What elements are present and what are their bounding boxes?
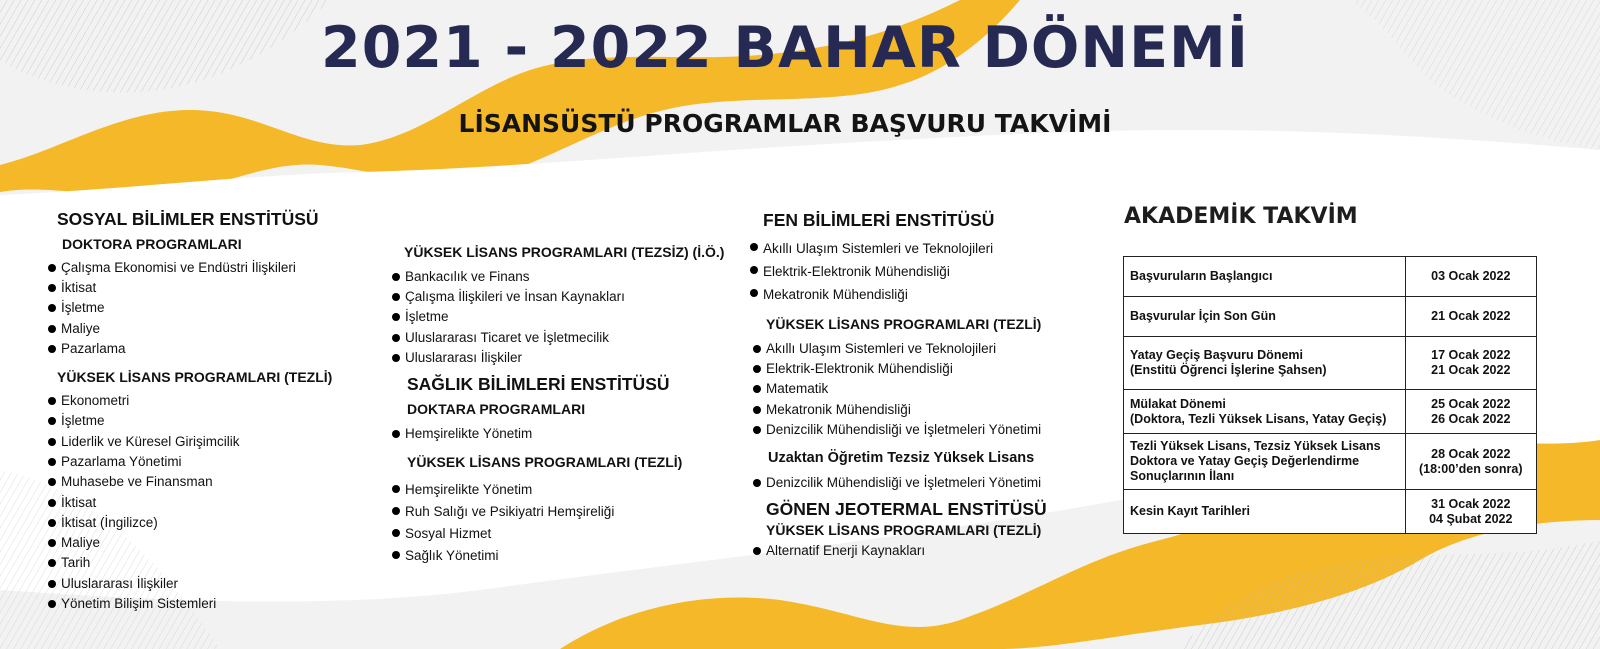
- institute-heading-gonen: GÖNEN JEOTERMAL ENSTİTÜSÜ: [766, 498, 1047, 519]
- table-cell-label: Kesin Kayıt Tarihleri: [1124, 490, 1406, 534]
- list-item: Alternatif Enerji Kaynakları: [753, 541, 1047, 561]
- program-list-gonen: [753, 541, 1047, 561]
- institute-heading-sosyal: SOSYAL BİLİMLER ENSTİTÜSÜ: [57, 209, 319, 229]
- table-cell-date: 25 Ocak 2022 26 Ocak 2022: [1405, 390, 1536, 434]
- list-item: Ruh Salığı ve Psikiyatri Hemşireliği: [392, 501, 724, 523]
- program-heading-gonen-yl: YÜKSEK LİSANS PROGRAMLARI (TEZLİ): [766, 521, 1042, 538]
- table-cell-date: 28 Ocak 2022 (18:00’den sonra): [1405, 434, 1536, 490]
- table-row: [1124, 390, 1537, 434]
- list-item: Akıllı Ulaşım Sistemleri ve Teknolojileri: [750, 237, 1047, 260]
- table-cell-date: 31 Ocak 2022 04 Şubat 2022: [1405, 490, 1536, 534]
- program-list-uzaktan: [753, 473, 1047, 493]
- program-heading-yl-tezsiz: YÜKSEK LİSANS PROGRAMLARI (TEZSİZ) (İ.Ö.): [404, 244, 725, 260]
- list-item: İktisat: [48, 278, 332, 298]
- list-item: Maliye: [48, 533, 332, 553]
- list-item: Muhasebe ve Finansman: [48, 472, 332, 492]
- table-cell-label: Başvuruların Başlangıcı: [1124, 257, 1406, 297]
- list-item: Sosyal Hizmet: [392, 523, 724, 545]
- page-subtitle: LİSANSÜSTÜ PROGRAMLAR BAŞVURU TAKVİMİ: [458, 109, 1112, 138]
- list-item: Denizcilik Mühendisliği ve İşletmeleri Yönetimi: [753, 473, 1047, 493]
- list-item: Sağlık Yönetimi: [392, 545, 724, 567]
- list-item: Çalışma Ekonomisi ve Endüstri İlişkileri: [48, 258, 332, 278]
- institute-heading-saglik: SAĞLIK BİLİMLERİ ENSTİTÜSÜ: [407, 374, 670, 395]
- program-heading-saglik-doktora: DOKTARA PROGRAMLARI: [407, 401, 586, 418]
- list-item: İşletme: [48, 411, 332, 431]
- list-item: İktisat: [48, 493, 332, 513]
- list-item: Elektrik-Elektronik Mühendisliği: [750, 260, 1047, 283]
- table-row: [1124, 434, 1537, 490]
- program-heading-fen-yl: YÜKSEK LİSANS PROGRAMLARI (TEZLİ): [766, 316, 1042, 332]
- program-list-doktora: [48, 258, 332, 359]
- table-cell-label: Başvurular İçin Son Gün: [1124, 297, 1406, 337]
- list-item: Liderlik ve Küresel Girişimcilik: [48, 432, 332, 452]
- list-item: Ekonometri: [48, 391, 332, 411]
- table-cell-date: 21 Ocak 2022: [1405, 297, 1536, 337]
- list-item: Bankacılık ve Finans: [392, 267, 724, 287]
- program-heading-doktora: DOKTORA PROGRAMLARI: [62, 236, 242, 252]
- list-item: Mekatronik Mühendisliği: [750, 283, 1047, 306]
- column-fen-gonen: [750, 210, 1047, 571]
- column-sosyal: [57, 209, 332, 624]
- table-cell-label: Mülakat Dönemi (Doktora, Tezli Yüksek Lisans, Yatay Geçiş): [1124, 390, 1406, 434]
- program-list-yl-tezli: [48, 391, 332, 614]
- table-row: [1124, 490, 1537, 534]
- program-heading-saglik-yl: YÜKSEK LİSANS PROGRAMLARI (TEZLİ): [407, 454, 683, 471]
- table-cell-date: 17 Ocak 2022 21 Ocak 2022: [1405, 337, 1536, 390]
- list-item: Pazarlama Yönetimi: [48, 452, 332, 472]
- akademik-takvim-table: [1123, 256, 1537, 534]
- list-item: Uluslararası İlişkiler: [392, 348, 724, 368]
- program-list-saglik-yl: [392, 479, 724, 567]
- list-item: İşletme: [392, 307, 724, 327]
- table-row: [1124, 297, 1537, 337]
- column-tezsiz-saglik: [392, 244, 724, 577]
- table-cell-date: 03 Ocak 2022: [1405, 257, 1536, 297]
- list-item: Akıllı Ulaşım Sistemleri ve Teknolojileri: [753, 339, 1047, 359]
- program-list-saglik-doktora: [392, 424, 724, 444]
- table-row: [1124, 257, 1537, 297]
- list-item: Uluslararası Ticaret ve İşletmecilik: [392, 328, 724, 348]
- list-item: Hemşirelikte Yönetim: [392, 424, 724, 444]
- list-item: Mekatronik Mühendisliği: [753, 400, 1047, 420]
- list-item: Uluslararası İlişkiler: [48, 574, 332, 594]
- list-item: Çalışma İlişkileri ve İnsan Kaynakları: [392, 287, 724, 307]
- akademik-takvim-title: AKADEMİK TAKVİM: [1124, 204, 1358, 229]
- list-item: Tarih: [48, 553, 332, 573]
- institute-heading-fen: FEN BİLİMLERİ ENSTİTÜSÜ: [763, 210, 995, 230]
- list-item: Matematik: [753, 379, 1047, 399]
- table-cell-label: Yatay Geçiş Başvuru Dönemi (Enstitü Öğrenci İşlerine Şahsen): [1124, 337, 1406, 390]
- program-list-fen-yl: [753, 339, 1047, 440]
- list-item: Yönetim Bilişim Sistemleri: [48, 594, 332, 614]
- table-cell-label: Tezli Yüksek Lisans, Tezsiz Yüksek Lisans Doktora ve Yatay Geçiş Değerlendirme Sonuçlarının İlanı: [1124, 434, 1406, 490]
- list-item: İktisat (İngilizce): [48, 513, 332, 533]
- program-heading-yl-tezli: YÜKSEK LİSANS PROGRAMLARI (TEZLİ): [57, 369, 333, 386]
- list-item: Elektrik-Elektronik Mühendisliği: [753, 359, 1047, 379]
- program-heading-uzaktan: Uzaktan Öğretim Tezsiz Yüksek Lisans: [768, 450, 1035, 467]
- list-item: Hemşirelikte Yönetim: [392, 479, 724, 501]
- list-item: Maliye: [48, 319, 332, 339]
- page-title: 2021 - 2022 BAHAR DÖNEMİ: [321, 15, 1249, 81]
- program-list-fen: [750, 237, 1047, 306]
- list-item: İşletme: [48, 298, 332, 318]
- program-list-yl-tezsiz: [392, 267, 724, 368]
- table-row: [1124, 337, 1537, 390]
- list-item: Denizcilik Mühendisliği ve İşletmeleri Yönetimi: [753, 420, 1047, 440]
- list-item: Pazarlama: [48, 339, 332, 359]
